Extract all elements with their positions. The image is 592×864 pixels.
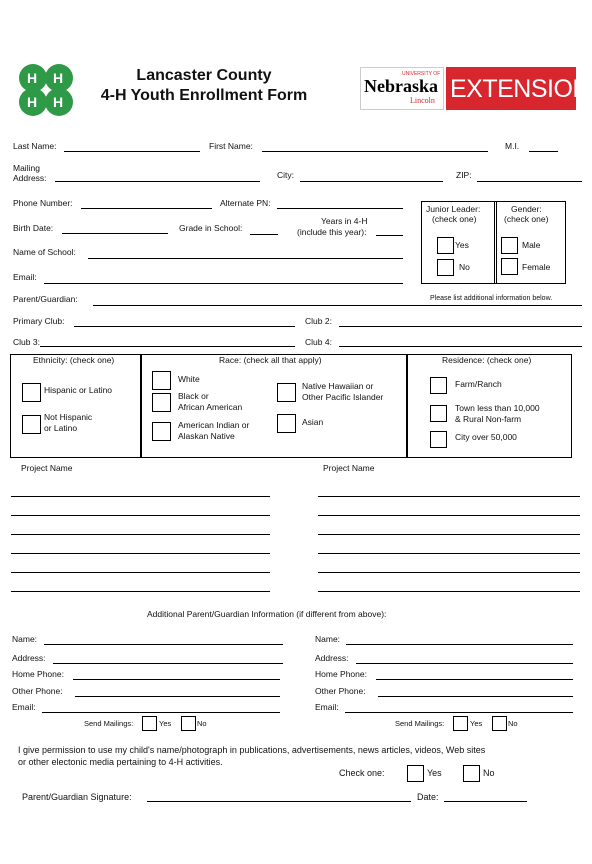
send-mailings-no-checkbox-left[interactable]	[181, 716, 196, 731]
add-email-label-right: Email:	[315, 702, 339, 712]
date-label: Date:	[417, 792, 439, 802]
race-white-checkbox[interactable]	[152, 371, 171, 390]
project-line-right[interactable]	[318, 591, 580, 592]
add-name-field-right[interactable]	[346, 644, 573, 645]
permission-text-line2: or other electonic media pertaining to 4-H activities.	[18, 757, 223, 767]
send-mailings-label-right: Send Mailings:	[395, 719, 445, 728]
years-label-2: (include this year):	[297, 227, 367, 237]
years-label-1: Years in 4-H	[321, 216, 368, 226]
race-hawaiian-checkbox[interactable]	[277, 383, 296, 402]
ethnicity-hispanic-checkbox[interactable]	[22, 383, 41, 402]
date-field[interactable]	[444, 801, 527, 802]
race-black-label-1: Black or	[178, 391, 209, 401]
mailing-label-2: Address:	[13, 173, 47, 183]
project-line-left[interactable]	[11, 572, 270, 573]
first-name-label: First Name:	[209, 141, 253, 151]
school-field[interactable]	[88, 258, 403, 259]
ethnicity-box	[10, 354, 142, 458]
signature-label: Parent/Guardian Signature:	[22, 792, 132, 802]
logo-lincoln-text: Lincoln	[410, 96, 435, 105]
club2-label: Club 2:	[305, 316, 332, 326]
send-mailings-no-label-right: No	[508, 719, 518, 728]
race-asian-checkbox[interactable]	[277, 414, 296, 433]
junior-leader-no-label: No	[459, 262, 470, 272]
permission-check-one-label: Check one:	[339, 768, 385, 778]
send-mailings-yes-label-left: Yes	[159, 719, 172, 728]
gender-male-label: Male	[522, 240, 541, 250]
alt-phone-field[interactable]	[277, 208, 403, 209]
last-name-field[interactable]	[64, 151, 200, 152]
svg-text:H: H	[53, 94, 64, 110]
send-mailings-yes-checkbox-left[interactable]	[142, 716, 157, 731]
project-line-left[interactable]	[11, 591, 270, 592]
add-home-phone-field-right[interactable]	[376, 679, 573, 680]
club3-label: Club 3:	[13, 337, 40, 347]
add-home-phone-field-left[interactable]	[73, 679, 280, 680]
add-name-field-left[interactable]	[44, 644, 283, 645]
email-label: Email:	[13, 272, 37, 282]
residence-farm-checkbox[interactable]	[430, 377, 447, 394]
add-name-label-left: Name:	[12, 634, 38, 644]
club4-field[interactable]	[339, 346, 582, 347]
gender-female-checkbox[interactable]	[501, 258, 518, 275]
additional-parent-heading: Additional Parent/Guardian Information (if different from above):	[147, 609, 387, 619]
send-mailings-yes-label-right: Yes	[470, 719, 483, 728]
years-field[interactable]	[376, 235, 403, 236]
race-indian-label-1: American Indian or	[178, 420, 250, 430]
project-name-heading-right: Project Name	[323, 463, 375, 473]
club2-field[interactable]	[339, 326, 582, 327]
send-mailings-no-checkbox-right[interactable]	[492, 716, 507, 731]
residence-title: Residence: (check one)	[442, 355, 532, 365]
alt-phone-label: Alternate PN:	[220, 198, 271, 208]
residence-town-label-1: Town less than 10,000	[455, 403, 540, 413]
race-hawaiian-label-1: Native Hawaiian or	[302, 381, 374, 391]
ethnicity-not-hispanic-label-1: Not Hispanic	[44, 412, 93, 422]
permission-yes-label: Yes	[427, 768, 442, 778]
add-address-field-left[interactable]	[53, 663, 283, 664]
permission-yes-checkbox[interactable]	[407, 765, 424, 782]
race-hawaiian-label-2: Other Pacific Islander	[302, 392, 384, 402]
send-mailings-no-label-left: No	[197, 719, 207, 728]
race-indian-checkbox[interactable]	[152, 422, 171, 441]
race-black-checkbox[interactable]	[152, 393, 171, 412]
race-white-label: White	[178, 374, 200, 384]
parent-label: Parent/Guardian:	[13, 294, 78, 304]
project-line-right[interactable]	[318, 553, 580, 554]
race-title: Race: (check all that apply)	[219, 355, 322, 365]
project-line-left[interactable]	[11, 496, 270, 497]
additional-info-note: Please list additional information below.	[430, 295, 553, 302]
add-name-label-right: Name:	[315, 634, 341, 644]
last-name-label: Last Name:	[13, 141, 57, 151]
club3-field[interactable]	[40, 346, 295, 347]
residence-city-checkbox[interactable]	[430, 431, 447, 448]
primary-club-label: Primary Club:	[13, 316, 65, 326]
logo-extension-text: EXTENSION	[450, 75, 590, 103]
add-other-phone-label-left: Other Phone:	[12, 686, 63, 696]
residence-farm-label: Farm/Ranch	[455, 379, 502, 389]
race-indian-label-2: Alaskan Native	[178, 431, 235, 441]
residence-town-checkbox[interactable]	[430, 405, 447, 422]
mi-field[interactable]	[529, 151, 558, 152]
four-h-clover-logo	[14, 60, 78, 120]
zip-label: ZIP:	[456, 170, 472, 180]
project-line-left[interactable]	[11, 553, 270, 554]
club4-label: Club 4:	[305, 337, 332, 347]
form-title-line2: 4-H Youth Enrollment Form	[100, 87, 308, 104]
primary-club-field[interactable]	[74, 326, 295, 327]
project-line-left[interactable]	[11, 515, 270, 516]
permission-no-label: No	[483, 768, 495, 778]
add-other-phone-field-right[interactable]	[378, 696, 573, 697]
city-label: City:	[277, 170, 294, 180]
ethnicity-not-hispanic-label-2: or Latino	[44, 423, 78, 433]
birth-date-label: Birth Date:	[13, 223, 54, 233]
residence-town-label-2: & Rural Non-farm	[455, 414, 522, 424]
add-home-phone-label-right: Home Phone:	[315, 669, 367, 679]
form-title-line1: Lancaster County	[136, 67, 272, 84]
junior-leader-no-checkbox[interactable]	[437, 259, 454, 276]
ethnicity-title: Ethnicity: (check one)	[33, 355, 115, 365]
birth-date-field[interactable]	[62, 233, 168, 234]
add-address-label-right: Address:	[315, 653, 349, 663]
signature-field[interactable]	[147, 801, 411, 802]
mi-label: M.I.	[505, 141, 520, 151]
parent-field[interactable]	[93, 305, 582, 306]
add-email-field-right[interactable]	[345, 712, 573, 713]
add-other-phone-label-right: Other Phone:	[315, 686, 366, 696]
grade-label: Grade in School:	[179, 223, 243, 233]
send-mailings-yes-checkbox-right[interactable]	[453, 716, 468, 731]
add-email-label-left: Email:	[12, 702, 36, 712]
first-name-field[interactable]	[262, 151, 488, 152]
phone-label: Phone Number:	[13, 198, 73, 208]
mailing-address-field[interactable]	[55, 181, 260, 182]
add-home-phone-label-left: Home Phone:	[12, 669, 64, 679]
project-line-right[interactable]	[318, 515, 580, 516]
svg-text:H: H	[27, 94, 38, 110]
project-line-right[interactable]	[318, 572, 580, 573]
phone-field[interactable]	[81, 208, 212, 209]
gender-female-label: Female	[522, 262, 551, 272]
junior-leader-yes-checkbox[interactable]	[437, 237, 454, 254]
svg-text:H: H	[27, 70, 38, 86]
extension-logo	[360, 67, 590, 110]
add-address-label-left: Address:	[12, 653, 46, 663]
grade-field[interactable]	[250, 234, 278, 235]
project-line-right[interactable]	[318, 534, 580, 535]
race-black-label-2: African American	[178, 402, 243, 412]
add-address-field-right[interactable]	[356, 663, 573, 664]
ethnicity-not-hispanic-checkbox[interactable]	[22, 415, 41, 434]
junior-leader-title: Junior Leader:	[426, 204, 481, 214]
send-mailings-label-left: Send Mailings:	[84, 719, 134, 728]
school-label: Name of School:	[13, 247, 76, 257]
logo-nebraska-text: Nebraska	[364, 76, 439, 96]
zip-field[interactable]	[477, 181, 582, 182]
permission-text-line1: I give permission to use my child's name/photograph in publications, advertisements, news articles, videos, Web sites	[18, 745, 486, 755]
add-other-phone-field-left[interactable]	[75, 696, 280, 697]
project-name-heading-left: Project Name	[21, 463, 73, 473]
junior-leader-subtitle: (check one)	[432, 214, 477, 224]
permission-no-checkbox[interactable]	[463, 765, 480, 782]
gender-male-checkbox[interactable]	[501, 237, 518, 254]
email-field[interactable]	[44, 283, 403, 284]
race-asian-label: Asian	[302, 417, 324, 427]
svg-text:H: H	[53, 70, 64, 86]
gender-subtitle: (check one)	[504, 214, 549, 224]
project-line-right[interactable]	[318, 496, 580, 497]
mailing-label-1: Mailing	[13, 163, 40, 173]
residence-city-label: City over 50,000	[455, 432, 517, 442]
logo-university-text: UNIVERSITY OF	[402, 71, 441, 77]
ethnicity-hispanic-label: Hispanic or Latino	[44, 385, 113, 395]
project-line-left[interactable]	[11, 534, 270, 535]
gender-title: Gender:	[511, 204, 542, 214]
junior-leader-yes-label: Yes	[455, 240, 469, 250]
city-field[interactable]	[300, 181, 443, 182]
add-email-field-left[interactable]	[42, 712, 280, 713]
